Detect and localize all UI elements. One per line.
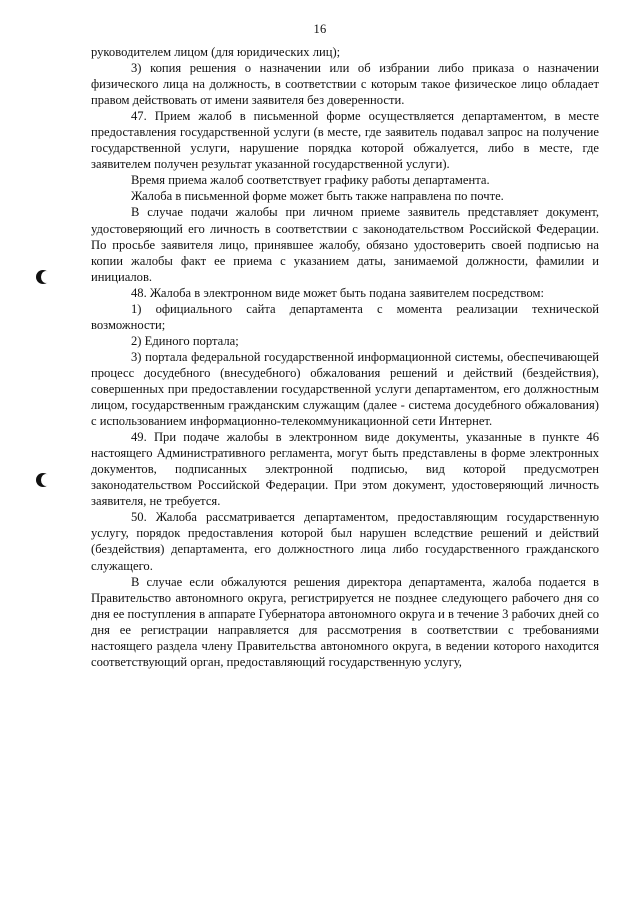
punch-hole-mark — [36, 473, 50, 487]
paragraph: Время приема жалоб соответствует графику работы департамента. — [131, 173, 490, 188]
punch-hole-mark — [36, 270, 50, 284]
paragraph: В случае подачи жалобы при личном приеме заявитель представляет документ, удостоверяющий его личность в соответствии с законодательством Российской Федерации. По просьбе заявителя лицо, принявшее жалобу, обязано удостоверить своей подписью на копии жалобы факт ее приема с указанием даты, занимаемой должности, фамилии и инициалов. — [91, 205, 599, 284]
document-body — [91, 44, 599, 670]
paragraph: 3) портала федеральной государственной информационной системы, обеспечивающей процесс досудебного (внесудебного) обжалования решений и действий (бездействия), совершенных при предоставлении государственной услуги департаментом, его должностным лицом, государственным гражданским служащим (далее - система досудебного обжалования) с использованием информационно-телекоммуникационной сети Интернет. — [91, 349, 599, 429]
paragraph: В случае если обжалуются решения директора департамента, жалоба подается в Правительство автономного округа, регистрируется не позднее следующего рабочего дня со дня ее поступления в аппарате Губернатора автономного округа и в течение 3 рабочих дней со дня ее регистрации направляется для рассмотрения в соответствии с требованиями настоящего раздела члену Правительства автономного округа, в ведении которого находится соответствующий орган, предоставляющий государственную услугу, — [91, 574, 599, 669]
paragraph: 48. Жалоба в электронном виде может быть подана заявителем посредством: — [131, 285, 544, 300]
paragraph: 3) копия решения о назначении или об избрании либо приказа о назначении физического лица на должность, в соответствии с которым такое физическое лицо обладает правом действовать от имени заявителя без доверенности. — [91, 61, 599, 108]
paragraph: 1) официального сайта департамента с момента реализации технической возможности; — [91, 301, 599, 332]
paragraph: Жалоба в письменной форме может быть также направлена по почте. — [131, 189, 504, 204]
paragraph: 2) Единого портала; — [131, 333, 239, 348]
paragraph: 49. При подаче жалобы в электронном виде документы, указанные в пункте 46 настоящего Административного регламента, могут быть представлены в форме электронных документов, подписанных электронной подписью, вид которой предусмотрен законодательством Российской Федерации. При этом документ, удостоверяющий личность заявителя, не требуется. — [91, 430, 599, 509]
paragraph: 47. Прием жалоб в письменной форме осуществляется департаментом, в месте предоставления государственной услуги (в месте, где заявитель подавал запрос на получение государственной услуги, нарушение порядка которой обжалуется, либо в месте, где заявителем получен результат указанной государственной услуги). — [91, 109, 599, 172]
paragraph: руководителем лицом (для юридических лиц); — [91, 45, 341, 59]
page-number: 16 — [313, 22, 327, 36]
paragraph: 50. Жалоба рассматривается департаментом, предоставляющим государственную услугу, порядок предоставления которой был нарушен вследствие решений и действий (бездействия) департамента, его должностного лица либо государственного гражданского служащего. — [91, 510, 599, 573]
